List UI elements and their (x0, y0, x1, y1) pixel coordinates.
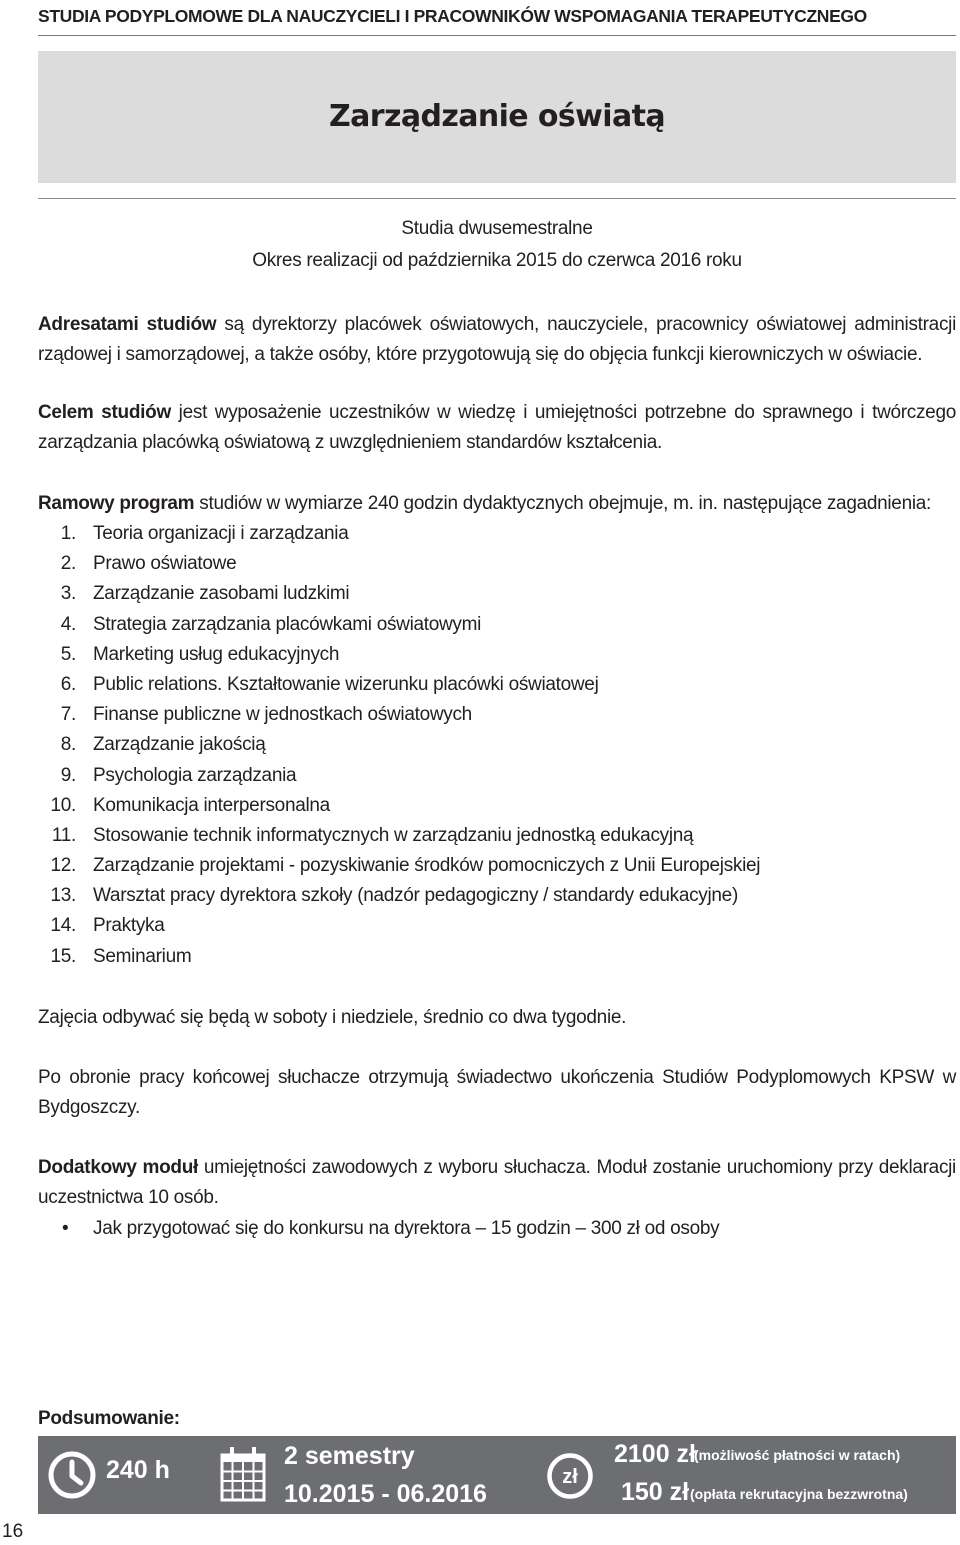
list-item: 3. Zarządzanie zasobami ludzkimi (60, 583, 350, 605)
list-item: 10. Komunikacja interpersonalna (50, 794, 330, 816)
list-item: 4. Strategia zarządzania placówkami oświatowymi (60, 613, 482, 635)
list-item: 2. Prawo oświatowe (60, 553, 237, 575)
calendar-icon (220, 1445, 266, 1503)
addressees-label: Adresatami studiów (38, 314, 217, 335)
list-item: 8. Zarządzanie jakością (60, 734, 266, 756)
currency-symbol: zł (562, 1466, 578, 1488)
program-label: Ramowy program (38, 493, 195, 514)
dates-value: 10.2015 - 06.2016 (284, 1480, 487, 1508)
list-item: 15. Seminarium (50, 945, 192, 967)
hours-value: 240 h (106, 1456, 170, 1484)
title-band (38, 51, 956, 183)
bullet-marker: • (62, 1218, 69, 1239)
fee-value: 2100 zł (614, 1440, 697, 1468)
header-divider (38, 35, 956, 36)
title-divider (38, 198, 956, 199)
list-item: 7. Finanse publiczne w jednostkach oświatowych (60, 704, 472, 726)
recruitment-fee-note: (opłata rekrutacyjna bezzwrotna) (690, 1486, 908, 1502)
additional-module-label: Dodatkowy moduł (38, 1157, 199, 1178)
fee-note: (możliwość płatności w ratach) (694, 1447, 901, 1463)
page-number: 16 (2, 1521, 24, 1542)
list-item: 1. Teoria organizacji i zarządzania (60, 523, 349, 544)
list-item: 14. Praktyka (50, 915, 165, 937)
program-topics-list (38, 519, 956, 972)
recruitment-fee-value: 150 zł (621, 1478, 690, 1506)
addressees-text: są dyrektorzy placówek oświatowych, nauczyciele, pracownicy oświatowej administracji rządowej i samorządowej, a także osóby, które przygotowują się do objęcia funkcji kierowniczych w oświacie. (38, 314, 956, 365)
course-title: Zarządzanie oświatą (328, 99, 665, 134)
summary-label: Podsumowanie: (38, 1408, 180, 1429)
summary-bar (38, 1436, 956, 1514)
list-item: 5. Marketing usług edukacyjnych (60, 643, 340, 665)
semesters-value: 2 semestry (284, 1442, 415, 1470)
addressees-paragraph (38, 310, 956, 370)
program-header: STUDIA PODYPLOMOWE DLA NAUCZYCIELI I PRACOWNIKÓW WSPOMAGANIA TERAPEUTYCZNEGO (38, 6, 867, 26)
additional-module-text: umiejętności zawodowych z wyboru słuchacza. Moduł zostanie uruchomiony przy deklaracji uczestnictwa 10 osób. (38, 1157, 956, 1208)
list-item: 11. Stosowanie technik informatycznych w zarządzaniu jednostką edukacyjną (51, 824, 694, 846)
bullet-text: Jak przygotować się do konkursu na dyrektora – 15 godzin – 300 zł od osoby (93, 1218, 720, 1239)
additional-module-paragraph (38, 1153, 956, 1213)
program-intro (38, 489, 956, 519)
list-item: 6. Public relations. Kształtowanie wizerunku placówki oświatowej (60, 673, 599, 695)
list-item: 12. Zarządzanie projektami - pozyskiwanie środków pomocniczych z Unii Europejskiej (50, 855, 761, 877)
schedule-paragraph: Zajęcia odbywać się będą w soboty i niedziele, średnio co dwa tygodnie. (38, 1007, 627, 1028)
study-period: Okres realizacji od października 2015 do czerwca 2016 roku (252, 250, 742, 271)
list-item: 9. Psychologia zarządzania (60, 764, 297, 786)
study-type: Studia dwusemestralne (401, 218, 593, 239)
certificate-paragraph: Po obronie pracy końcowej słuchacze otrzymują świadectwo ukończenia Studiów Podyplomowych KPSW w Bydgoszczy. (38, 1067, 956, 1118)
goal-label: Celem studiów (38, 402, 171, 423)
goal-text: jest wyposażenie uczestników w wiedzę i umiejętności potrzebne do sprawnego i twórczego zarządzania placówką oświatową z uwzględnieniem standardów kształcenia. (38, 402, 956, 453)
goal-paragraph (38, 398, 956, 458)
clock-icon (47, 1450, 97, 1500)
program-text: studiów w wymiarze 240 godzin dydaktycznych obejmuje, m. in. następujące zagadnienia: (194, 493, 932, 514)
list-item: 13. Warsztat pracy dyrektora szkoły (nadzór pedagogiczny / standardy edukacyjne) (50, 885, 738, 907)
money-icon (546, 1452, 594, 1500)
